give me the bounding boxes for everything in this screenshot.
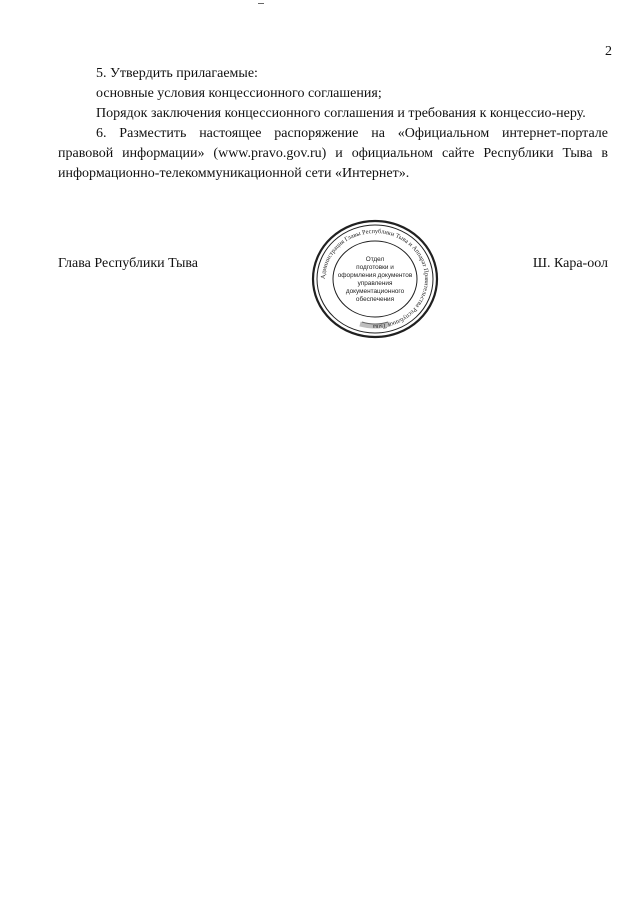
seal-line-5: документационного: [345, 288, 405, 295]
paragraph-procedure: Порядок заключения концессионного соглашения и требования к концессио-неру.: [96, 106, 586, 121]
signature-name: Ш. Кара-оол: [532, 256, 608, 271]
seal-line-6: обеспечения: [355, 296, 395, 303]
seal-line-3: оформления документов: [337, 272, 413, 279]
seal-line-4: управления: [357, 280, 393, 287]
paragraph-approve: 5. Утвердить прилагаемые:: [96, 66, 258, 81]
paragraph-basic-conditions: основные условия концессионного соглашения;: [96, 86, 382, 101]
official-seal: [310, 218, 440, 340]
document-body: [58, 64, 608, 184]
seal-graphic: [310, 218, 440, 340]
seal-line-1: Отдел: [365, 256, 385, 263]
seal-line-2: подготовки и: [356, 264, 394, 271]
signature-position: Глава Республики Тыва: [58, 256, 199, 271]
paragraph-publish: 6. Разместить настоящее распоряжение на «Официальном интернет-портале правовой информации» (www.pravo.gov.ru) и официальном сайте Республики Тыва в информационно-телекоммуникационной сети «Интернет».: [58, 126, 608, 181]
top-mark: [258, 0, 264, 4]
page-number: 2: [605, 44, 612, 59]
seal-ring-text: Администрация Главы Республики Тыва и Аппарат Правительства Республики Тыва: [319, 227, 431, 331]
